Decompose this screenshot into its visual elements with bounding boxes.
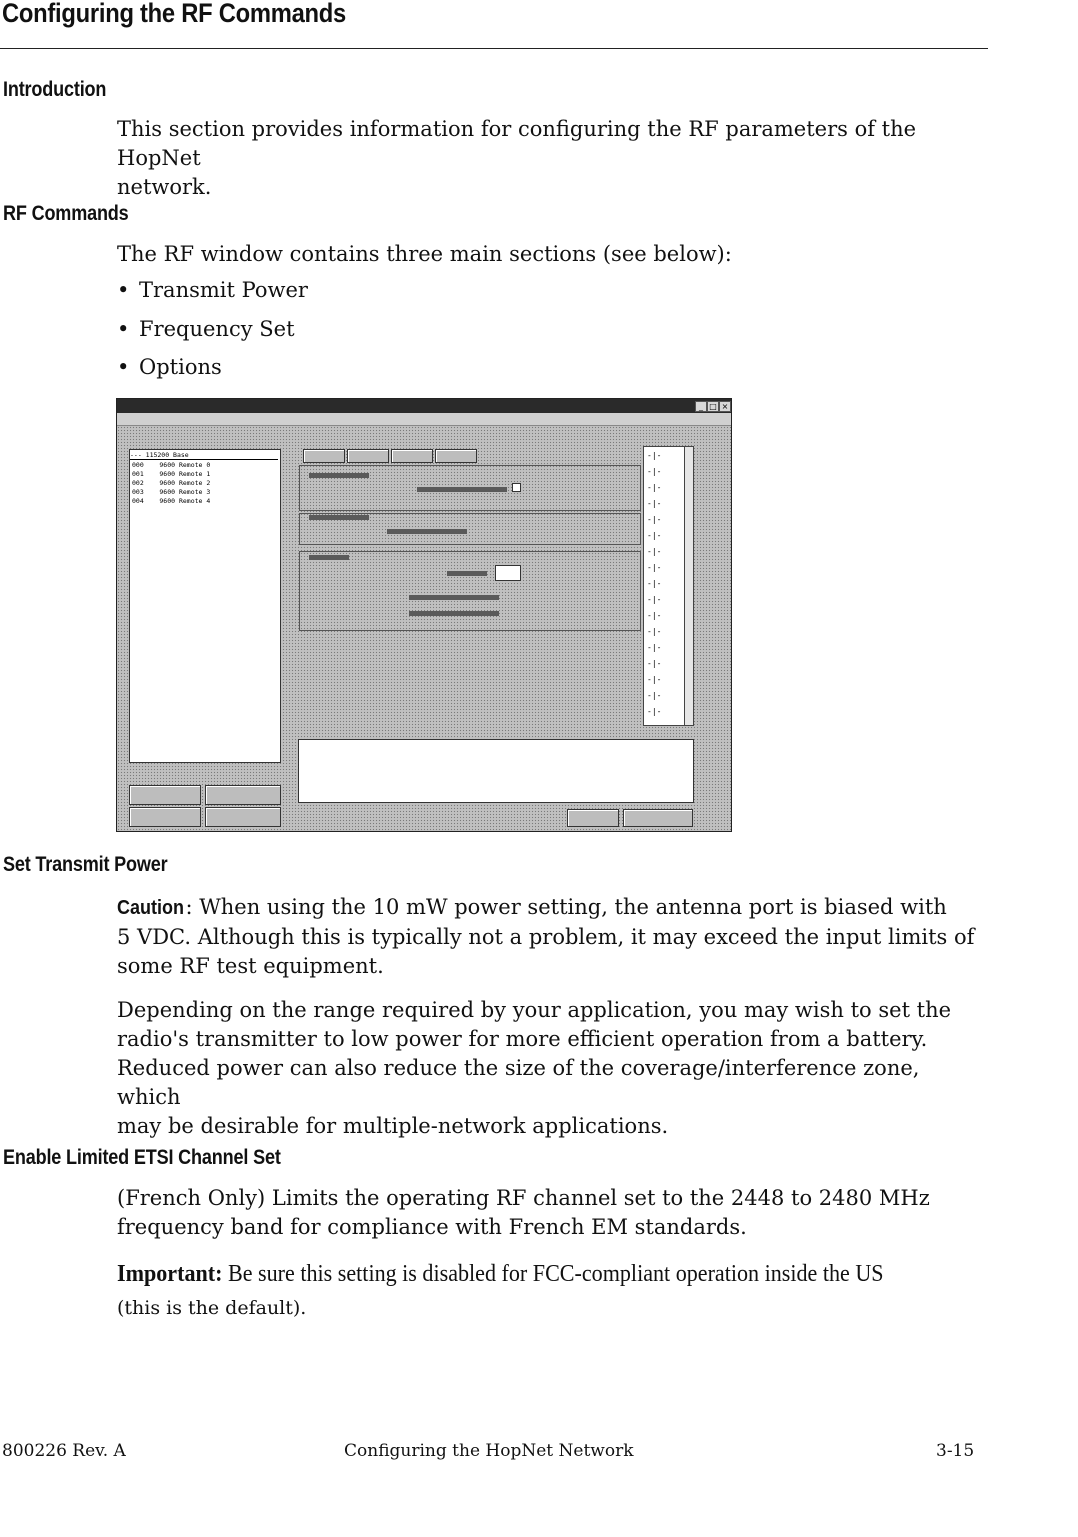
bullet-icon: • [117, 278, 130, 302]
bottom-button [623, 809, 693, 827]
channel-icon: -|- [647, 627, 662, 636]
list-item: 003 9600 Remote 3 [132, 488, 211, 496]
options-input [495, 565, 521, 581]
page-title: Configuring the RF Commands [2, 0, 346, 28]
body-line: may be desirable for multiple-network applications. [117, 1114, 669, 1138]
rf-commands-intro: The RF window contains three main sections (see below): [117, 242, 732, 266]
channel-icon: -|- [647, 611, 662, 620]
heading-rf-commands: RF Commands [3, 202, 129, 225]
bullet-icon: • [117, 355, 130, 379]
left-button [205, 807, 281, 827]
etsi-paragraph [117, 1184, 987, 1242]
window-titlebar [117, 399, 731, 413]
important-tail: (this is the default). [117, 1297, 307, 1319]
channel-icon: -|- [647, 675, 662, 684]
panel-label-bar [409, 595, 499, 600]
bullet-label: Transmit Power [139, 278, 308, 302]
caution-label: Caution [117, 897, 184, 919]
channel-icon: -|- [647, 483, 662, 492]
option-checkbox [512, 483, 521, 492]
channel-icon: -|- [647, 595, 662, 604]
body-line: (French Only) Limits the operating RF channel set to the 2448 to 2480 MHz [117, 1186, 930, 1210]
left-button [205, 785, 281, 805]
caution-line: 5 VDC. Although this is typically not a problem, it may exceed the input limits of [117, 925, 975, 949]
channel-icon: -|- [647, 659, 662, 668]
channel-icon: -|- [647, 451, 662, 460]
panel-label-bar [309, 473, 369, 478]
channel-icon: -|- [647, 499, 662, 508]
close-icon: × [719, 401, 731, 412]
caution-paragraph [117, 893, 987, 981]
channel-icon: -|- [647, 531, 662, 540]
caution-line: some RF test equipment. [117, 954, 384, 978]
channel-icon: -|- [647, 563, 662, 572]
bullet-item [117, 278, 308, 302]
important-text: Be sure this setting is disabled for FCC-compliant operation inside the US [222, 1261, 884, 1287]
bullet-item [117, 355, 222, 379]
channel-icon: -|- [647, 691, 662, 700]
list-item: --- 115200 Base [130, 451, 278, 460]
footer-doc-number: 800226 Rev. A [2, 1441, 126, 1461]
panel-label-bar [447, 571, 487, 576]
introduction-paragraph [117, 115, 987, 202]
channel-icon: -|- [647, 707, 662, 716]
panel-label-bar [309, 555, 349, 560]
tab-button [391, 449, 433, 463]
bottom-button [567, 809, 619, 827]
important-note [117, 1261, 927, 1288]
body-line: radio's transmitter to low power for more efficient operation from a battery. [117, 1027, 928, 1051]
list-item: 000 9600 Remote 0 [132, 461, 211, 469]
list-item: 004 9600 Remote 4 [132, 497, 211, 505]
channel-icon: -|- [647, 579, 662, 588]
list-item: 002 9600 Remote 2 [132, 479, 211, 487]
important-label: Important: [117, 1261, 223, 1287]
bullet-label: Options [139, 355, 222, 379]
scrollbar [684, 446, 694, 726]
radio-list [129, 449, 281, 763]
tab-button [347, 449, 389, 463]
left-button [129, 807, 201, 827]
intro-line: network. [117, 175, 212, 199]
maximize-icon: □ [707, 401, 719, 412]
minimize-icon: _ [695, 401, 707, 412]
menu-bar [117, 413, 731, 426]
body-line: frequency band for compliance with French EM standards. [117, 1215, 747, 1239]
list-item: 001 9600 Remote 1 [132, 470, 211, 478]
bullet-icon: • [117, 317, 130, 341]
channel-icon: -|- [647, 467, 662, 476]
panel-label-bar [417, 487, 507, 492]
bullet-label: Frequency Set [139, 317, 295, 341]
panel-label-bar [387, 529, 467, 534]
rf-window-screenshot [116, 398, 732, 832]
footer-chapter: Configuring the HopNet Network [344, 1441, 634, 1461]
body-line: Depending on the range required by your application, you may wish to set the [117, 998, 952, 1022]
channel-icon: -|- [647, 515, 662, 524]
tab-button [303, 449, 345, 463]
title-rule [0, 48, 988, 49]
tab-button [435, 449, 477, 463]
options-panel [299, 551, 641, 631]
body-line: Reduced power can also reduce the size of the coverage/interference zone, which [117, 1056, 920, 1109]
heading-set-transmit-power: Set Transmit Power [3, 853, 168, 876]
transmit-power-paragraph [117, 996, 987, 1141]
caution-line [117, 893, 987, 923]
channel-icon: -|- [647, 643, 662, 652]
panel-label-bar [409, 611, 499, 616]
left-button [129, 785, 201, 805]
heading-etsi: Enable Limited ETSI Channel Set [3, 1146, 281, 1169]
status-box [298, 739, 694, 803]
footer-page-number: 3-15 [936, 1441, 975, 1461]
heading-introduction: Introduction [3, 78, 107, 101]
panel-label-bar [309, 515, 369, 520]
bullet-item [117, 317, 295, 341]
intro-line: This section provides information for configuring the RF parameters of the HopNet [117, 117, 917, 170]
channel-icon: -|- [647, 547, 662, 556]
caution-text: : When using the 10 mW power setting, the antenna port is biased with [185, 895, 947, 919]
